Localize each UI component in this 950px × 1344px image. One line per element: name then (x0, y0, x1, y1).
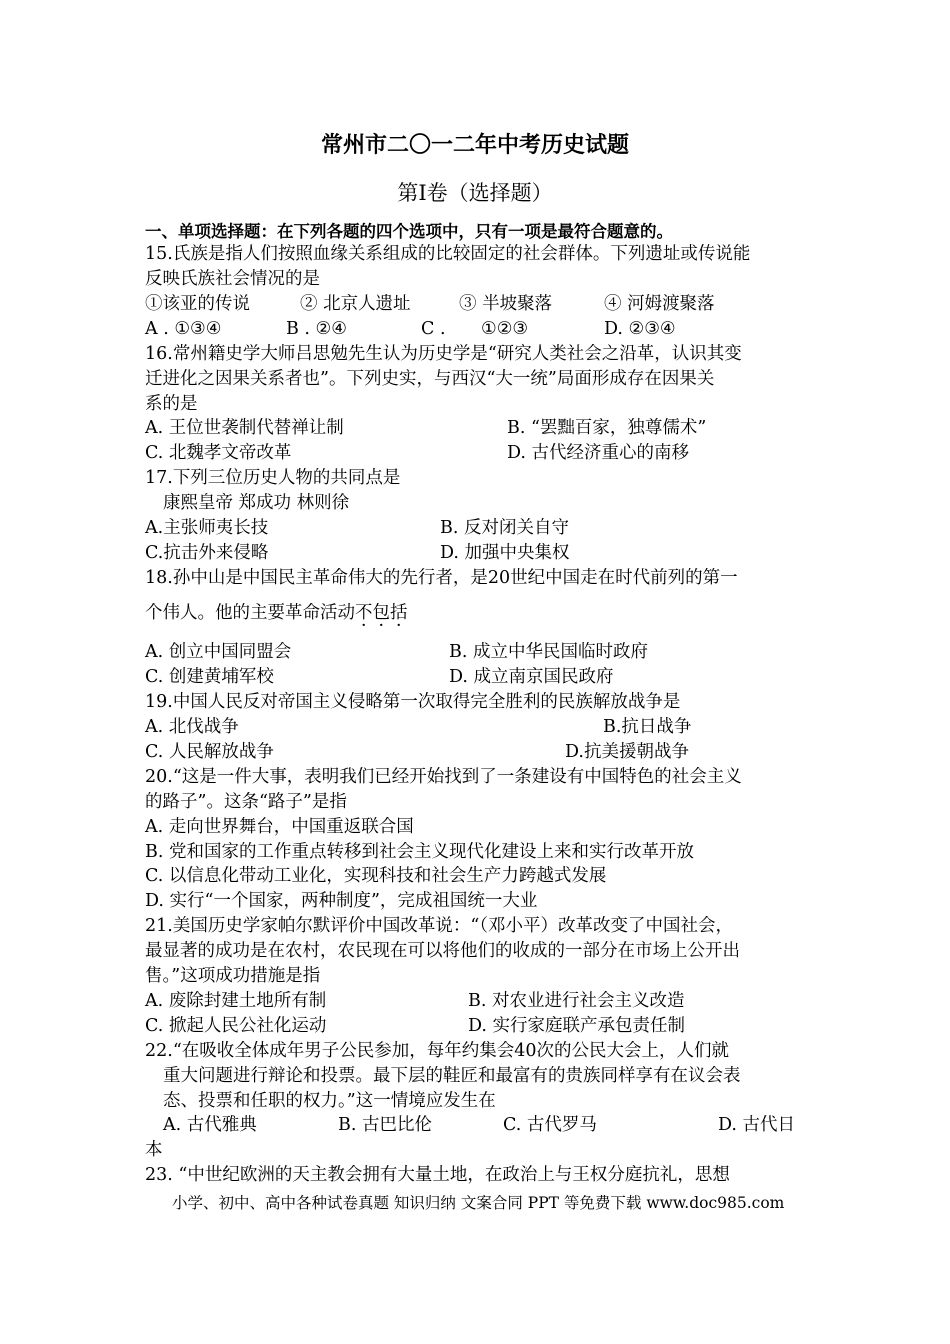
q15-item-2: ② 北京人遗址 (300, 294, 411, 314)
q18-option-c: C. 创建黄埔军校 (145, 667, 274, 687)
q22-option-d-wrap: 本 (145, 1140, 163, 1160)
q16-stem-line1: 16.常州籍史学大师吕思勉先生认为历史学是“研究人类社会之沿革，认识其变 (145, 344, 742, 364)
q16-option-d: D. 古代经济重心的南移 (507, 443, 690, 463)
q15-option-d: D. ②③④ (604, 319, 676, 339)
q22-stem-line1: 22.“在吸收全体成年男子公民参加，每年约集会40次的公民大会上，人们就 (145, 1041, 730, 1061)
q15-item-4: ④ 河姆渡聚落 (604, 294, 715, 314)
q19-option-a: A. 北伐战争 (145, 717, 239, 737)
q18-stem-line1: 18.孙中山是中国民主革命伟大的先行者，是20世纪中国走在时代前列的第一 (145, 568, 738, 588)
q17-option-b: B. 反对闭关自守 (440, 518, 569, 538)
q15-stem-line2: 反映氏族社会情况的是 (145, 269, 320, 289)
q19-stem-line1: 19.中国人民反对帝国主义侵略第一次取得完全胜利的民族解放战争是 (145, 692, 681, 712)
q15-stem-line1: 15.氏族是指人们按照血缘关系组成的比较固定的社会群体。下列遗址或传说能 (145, 244, 751, 264)
q15-option-c-text: ①②③ (481, 319, 529, 339)
q18-option-d: D. 成立南京国民政府 (449, 667, 614, 687)
q21-stem-line3: 售。”这项成功措施是指 (145, 966, 321, 986)
q22-option-d: D. 古代日 (718, 1115, 796, 1135)
q17-option-d: D. 加强中央集权 (440, 543, 570, 563)
section-heading: 一、单项选择题：在下列各题的四个选项中，只有一项是最符合题意的。 (145, 222, 673, 241)
q19-option-c: C. 人民解放战争 (145, 742, 274, 762)
q16-option-a: A. 王位世袭制代替禅让制 (145, 418, 344, 438)
q17-stem-line1: 17.下列三位历史人物的共同点是 (145, 468, 401, 488)
q21-option-a: A. 废除封建土地所有制 (145, 991, 327, 1011)
page-footer: 小学、初中、高中各种试卷真题 知识归纳 文案合同 PPT 等免费下载 www.doc985.com (172, 1194, 785, 1212)
q17-option-c: C.抗击外来侵略 (145, 543, 269, 563)
q18-emphasis-char: 包 (372, 603, 390, 623)
q22-stem-line2: 重大问题进行辩论和投票。最下层的鞋匠和最富有的贵族同样享有在议会表 (163, 1066, 741, 1086)
q20-option-b: B. 党和国家的工作重点转移到社会主义现代化建设上来和实行改革开放 (145, 842, 694, 862)
q21-option-c: C. 掀起人民公社化运动 (145, 1016, 327, 1036)
q16-option-c: C. 北魏孝文帝改革 (145, 443, 292, 463)
q15-option-a: A . ①③④ (145, 319, 222, 339)
q15-item-1: ①该亚的传说 (145, 294, 250, 314)
q19-option-b: B.抗日战争 (603, 717, 692, 737)
section-subtitle: 第Ⅰ卷（选择题） (397, 181, 553, 205)
q15-option-c-label: C . (421, 319, 446, 339)
page-title: 常州市二〇一二年中考历史试题 (320, 133, 629, 158)
q21-option-b: B. 对农业进行社会主义改造 (468, 991, 685, 1011)
q22-option-b: B. 古巴比伦 (338, 1115, 432, 1135)
q20-option-d: D. 实行“一个国家，两种制度”，完成祖国统一大业 (145, 891, 538, 911)
q20-option-a: A. 走向世界舞台，中国重返联合国 (145, 817, 414, 837)
q18-emphasis-char: 不 (355, 603, 373, 623)
q16-stem-line2: 迁进化之因果关系者也”。下列史实，与西汉“大一统”局面形成存在因果关 (145, 369, 715, 389)
q21-stem-line2: 最显著的成功是在农村，农民现在可以将他们的收成的一部分在市场上公开出 (145, 941, 740, 961)
q22-option-a: A. 古代雅典 (163, 1115, 257, 1135)
q22-option-c: C. 古代罗马 (503, 1115, 597, 1135)
q23-stem-line1: 23. “中世纪欧洲的天主教会拥有大量土地，在政治上与王权分庭抗礼，思想 (145, 1165, 730, 1185)
q16-option-b: B. “罢黜百家，独尊儒术” (507, 418, 707, 438)
q20-stem-line2: 的路子”。这条“路子”是指 (145, 792, 347, 812)
q18-option-b: B. 成立中华民国临时政府 (449, 642, 648, 662)
q15-option-b: B . ②④ (286, 319, 347, 339)
q17-option-a: A.主张师夷长技 (145, 518, 269, 538)
q20-option-c: C. 以信息化带动工业化，实现科技和社会生产力跨越式发展 (145, 866, 607, 886)
q22-stem-line3: 态、投票和任职的权力。”这一情境应发生在 (163, 1091, 496, 1111)
q15-item-3: ③ 半坡聚落 (459, 294, 553, 314)
q18-stem-line2 (145, 603, 408, 623)
q19-option-d: D.抗美援朝战争 (565, 742, 689, 762)
q20-stem-line1: 20.“这是一件大事，表明我们已经开始找到了一条建设有中国特色的社会主义 (145, 767, 742, 787)
q21-option-d: D. 实行家庭联产承包责任制 (468, 1016, 686, 1036)
q18-emphasis-char: 括 (390, 603, 408, 623)
q18-stem-text: 个伟人。他的主要革命活动 (145, 603, 355, 623)
q16-stem-line3: 系的是 (145, 394, 198, 414)
q21-stem-line1: 21.美国历史学家帕尔默评价中国改革说：“（邓小平）改革改变了中国社会， (145, 916, 734, 936)
q17-stem-line2: 康熙皇帝 郑成功 林则徐 (163, 493, 350, 513)
q18-option-a: A. 创立中国同盟会 (145, 642, 292, 662)
